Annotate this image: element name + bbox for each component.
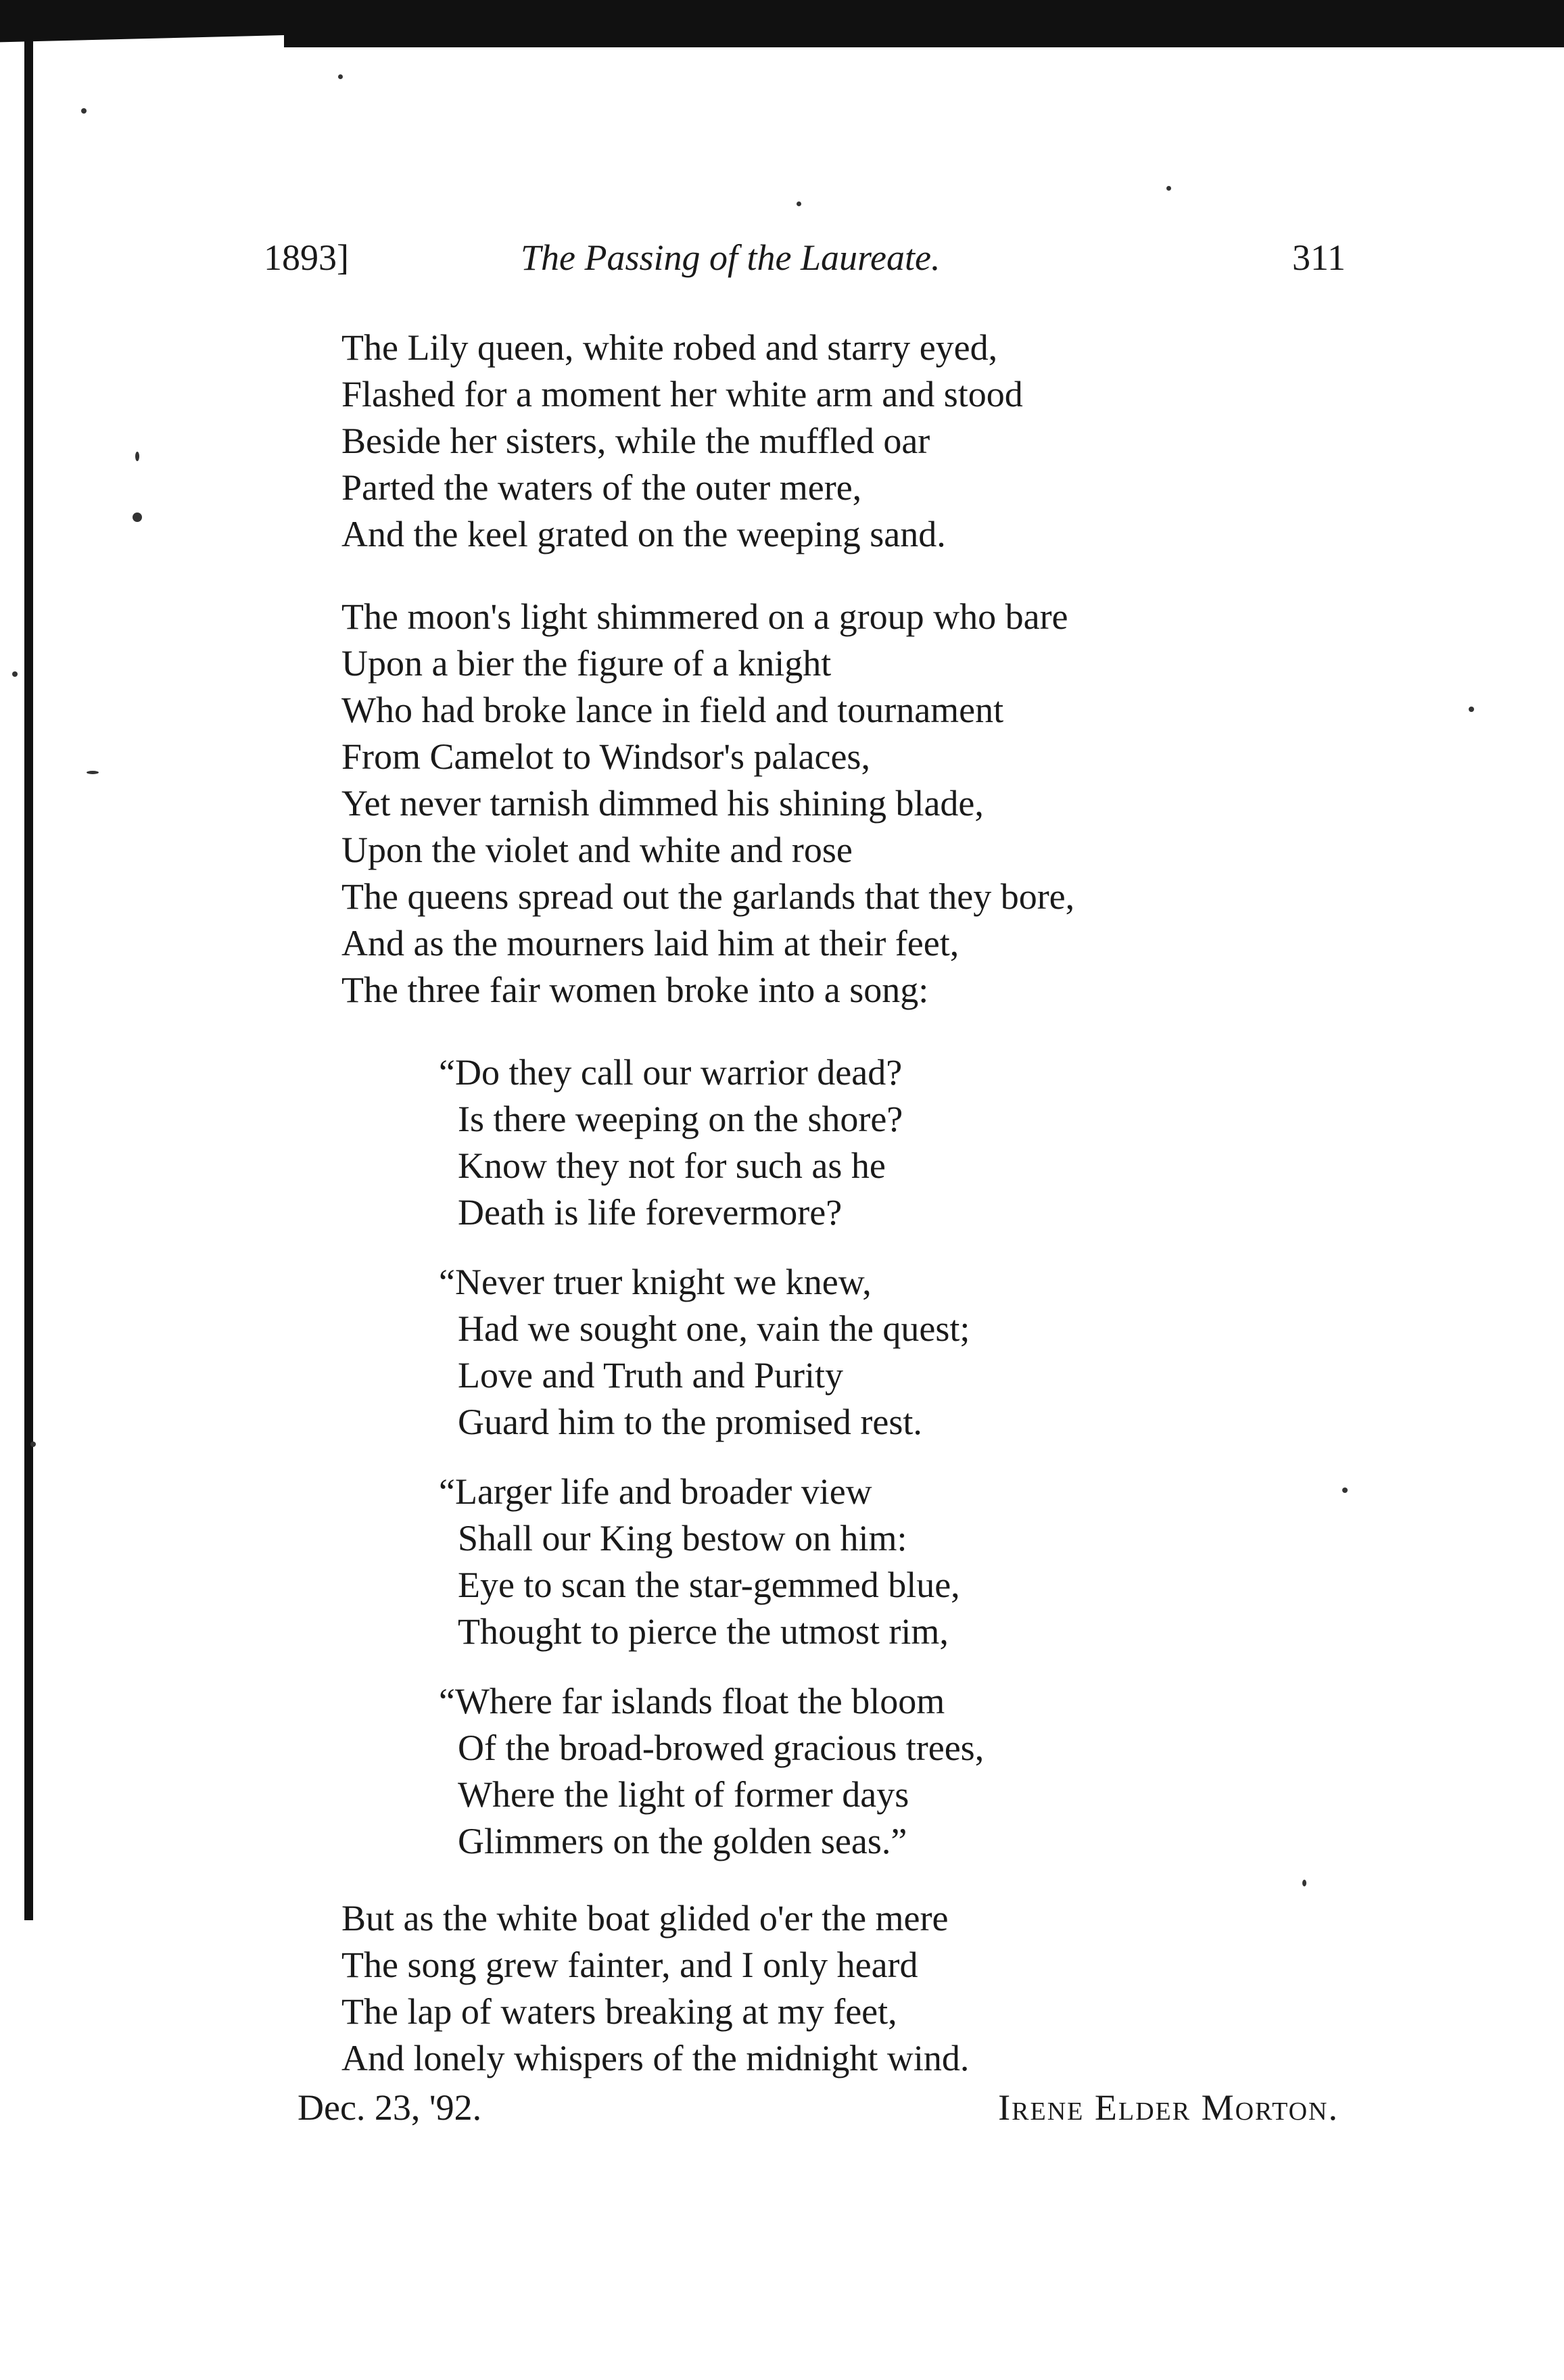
scan-speck xyxy=(87,771,99,774)
poem-line: Upon the violet and white and rose xyxy=(341,830,853,870)
author-name: Irene Elder Morton. xyxy=(998,2087,1339,2128)
scan-speck xyxy=(797,201,801,206)
poem-line: Where the light of former days xyxy=(458,1774,909,1815)
poem-line: From Camelot to Windsor's palaces, xyxy=(341,736,870,777)
stanza xyxy=(341,594,1525,1014)
poem-line: The lap of waters breaking at my feet, xyxy=(341,1991,897,2032)
scan-speck xyxy=(30,1442,36,1447)
scan-speck xyxy=(12,671,18,677)
song-stanza xyxy=(341,1678,1525,1865)
running-head-title: The Passing of the Laureate. xyxy=(521,237,941,278)
poem-line: “Never truer knight we knew, xyxy=(439,1262,872,1302)
poem-line: “Larger life and broader view xyxy=(439,1471,872,1512)
poem-line: Shall our King bestow on him: xyxy=(458,1518,907,1558)
poem-line: Flashed for a moment her white arm and stood xyxy=(341,374,1023,414)
poem-line: The three fair women broke into a song: xyxy=(341,970,929,1010)
poem-line: Upon a bier the figure of a knight xyxy=(341,643,832,684)
scan-speck xyxy=(135,452,139,461)
song-stanza xyxy=(341,1049,1525,1236)
running-head xyxy=(264,237,1346,298)
stanza xyxy=(341,325,1525,558)
poem-line: Know they not for such as he xyxy=(458,1145,886,1186)
running-head-year: 1893] xyxy=(264,237,349,278)
song-stanza xyxy=(341,1259,1525,1446)
signoff xyxy=(298,2087,1339,2141)
poem-line: The song grew fainter, and I only heard xyxy=(341,1945,918,1985)
poem-line: The Lily queen, white robed and starry eyed, xyxy=(341,327,998,368)
scan-left-edge xyxy=(24,41,33,1920)
poem-line: But as the white boat glided o'er the mere xyxy=(341,1898,949,1938)
song-stanza xyxy=(341,1469,1525,1655)
page-number: 311 xyxy=(1292,237,1346,278)
poem-line: Is there weeping on the shore? xyxy=(458,1099,903,1139)
poem-line: Glimmers on the golden seas.” xyxy=(458,1821,907,1861)
poem-line: Beside her sisters, while the muffled oar xyxy=(341,421,930,461)
stanza xyxy=(341,1895,1525,2082)
poem-line: And lonely whispers of the midnight wind. xyxy=(341,2038,970,2078)
poem-line: Parted the waters of the outer mere, xyxy=(341,467,862,508)
poem-line: Had we sought one, vain the quest; xyxy=(458,1308,970,1349)
scan-speck xyxy=(133,513,142,522)
poem-date: Dec. 23, '92. xyxy=(298,2087,482,2128)
poem-line: Of the broad-browed gracious trees, xyxy=(458,1728,985,1768)
poem-line: Who had broke lance in field and tournament xyxy=(341,690,1004,730)
poem-line: And as the mourners laid him at their feet, xyxy=(341,923,959,963)
scan-speck xyxy=(81,108,87,114)
poem-line: Eye to scan the star-gemmed blue, xyxy=(458,1565,960,1605)
poem-line: And the keel grated on the weeping sand. xyxy=(341,514,946,554)
poem-line: Thought to pierce the utmost rim, xyxy=(458,1611,949,1652)
scan-speck xyxy=(1166,186,1171,191)
poem-line: Yet never tarnish dimmed his shining blade, xyxy=(341,783,984,824)
poem-line: “Where far islands float the bloom xyxy=(439,1681,945,1721)
poem-body xyxy=(341,325,1525,2082)
scan-speck xyxy=(338,74,343,79)
poem-line: Love and Truth and Purity xyxy=(458,1355,844,1396)
poem-line: Death is life forevermore? xyxy=(458,1192,843,1233)
poem-line: Guard him to the promised rest. xyxy=(458,1402,922,1442)
poem-line: The moon's light shimmered on a group who bare xyxy=(341,596,1068,637)
poem-line: “Do they call our warrior dead? xyxy=(439,1052,903,1093)
poem-line: The queens spread out the garlands that they bore, xyxy=(341,876,1075,917)
